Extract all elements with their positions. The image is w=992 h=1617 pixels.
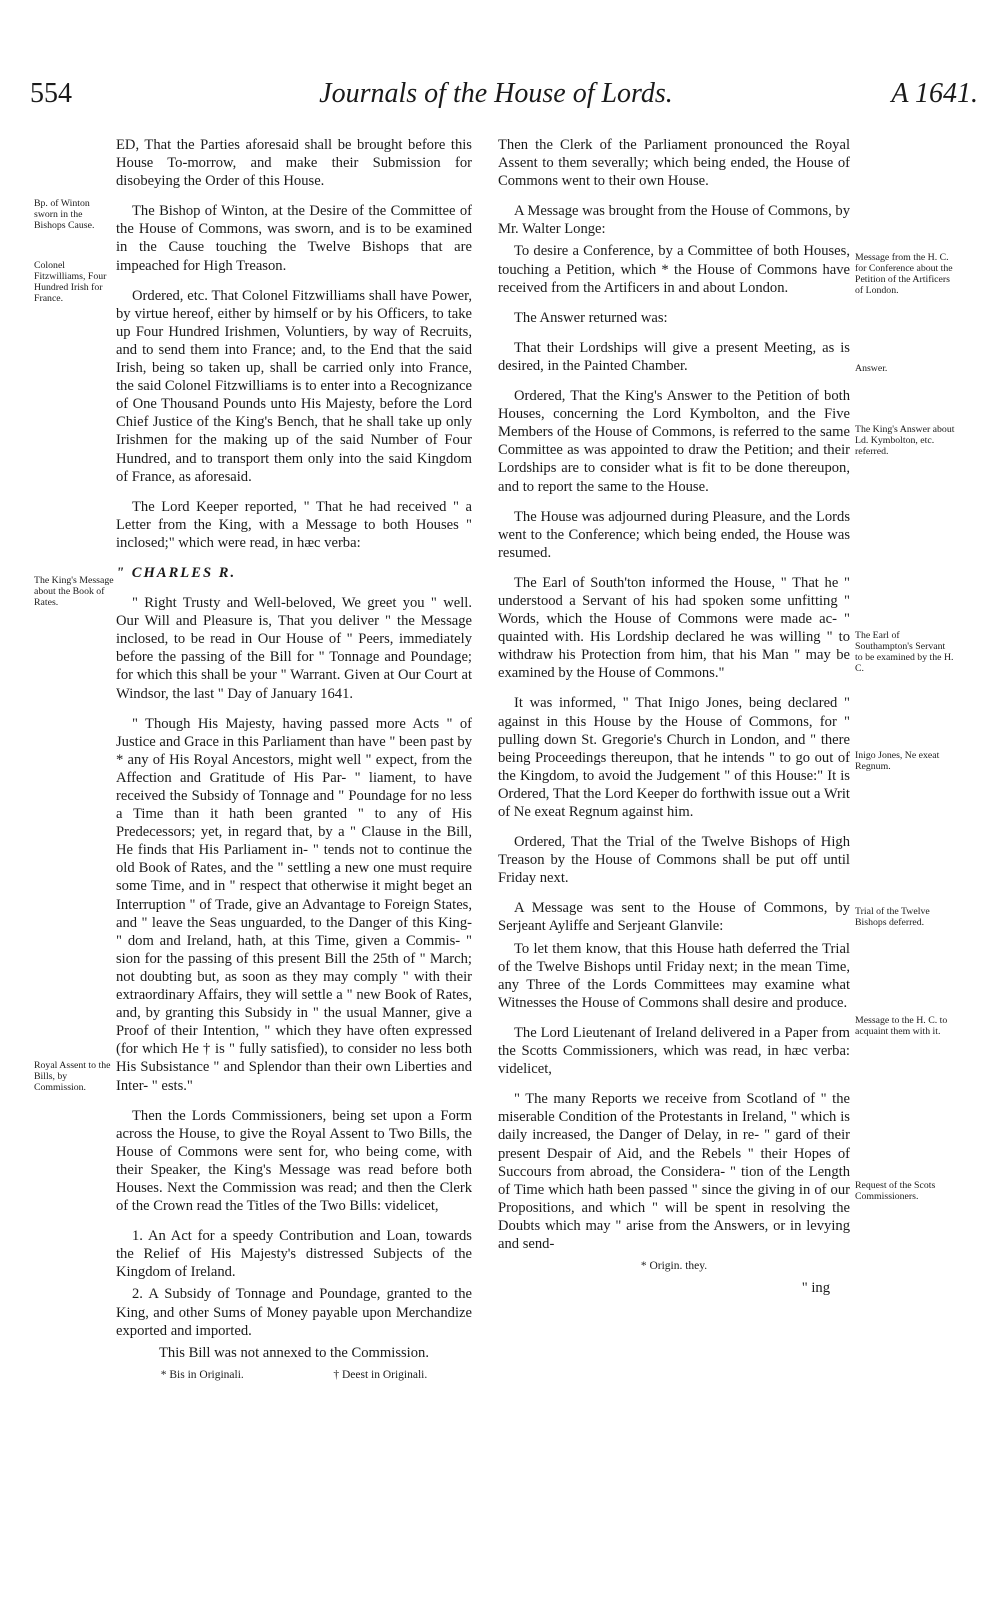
running-title: Journals of the House of Lords. [319, 78, 673, 109]
margin-note: Message from the H. C. for Conference about the Petition of the Artificers of London. [855, 252, 953, 296]
paragraph: A Message was brought from the House of Commons, by Mr. Walter Longe: [498, 203, 850, 238]
paragraph: ED, That the Parties aforesaid shall be brought before this House To-morrow, and make their Submission for disobeying the Order of this House. [116, 137, 472, 190]
paragraph: This Bill was not annexed to the Commission. [159, 1344, 429, 1361]
margin-note: Request of the Scots Commissioners. [855, 1180, 936, 1202]
footnote: † Deest in Originali. [333, 1368, 428, 1381]
catchword: " ing [801, 1280, 830, 1297]
left-column [116, 136, 472, 1384]
list-item: 2. A Subsidy of Tonnage and Poundage, granted to the King, and other Sums of Money payable upon Merchandize exported and imported. [116, 1286, 472, 1339]
margin-note: The King's Answer about Ld. Kymbolton, etc. referred. [855, 424, 955, 457]
paragraph: The Earl of South'ton informed the House, " That he " understood a Servant of his had spoken some unfitting " Words, which the House of Commons were made ac- " quainted with. His Lordship declared he was willing " to withdraw his Protection from him, that his Man " may be examined by the House of Commons." [498, 574, 850, 682]
paragraph: Ordered, etc. That Colonel Fitzwilliams shall have Power, by virtue hereof, either by himself or by his Officers, to take up Four Hundred Irishmen, Voluntiers, by way of Recruits, and to send them into France; and, to the End that the said Irish, being so taken up, shall be carried only into France, the said Colonel Fitzwilliams is to enter into a Recognizance of One Thousand Pounds unto His Majesty, before the Lord Chief Justice of the King's Bench, that he shall take up only Irishmen for the making up of the said Number of Four Hundred, and to transport them only into the said Kingdom of France, as aforesaid. [116, 287, 472, 485]
royal-signature: " CHARLES R. [116, 564, 237, 581]
paragraph: Ordered, That the King's Answer to the Petition of both Houses, concerning the Lord Kymbolton, and the Five Members of the House of Commons, is referred to the same Committee as was appointed to draw the Petition; and their Lordships are to consider what is fit to be done thereupon, and to report the same to the House. [498, 388, 850, 495]
paragraph: It was informed, " That Inigo Jones, being declared " against in this House by the House of Commons, for " pulling down St. Gregorie's Church in London, and " there being Proceedings thereupon, that he intends " to go out of the Kingdom, to avoid the Judgement " of this House:" It is Ordered, That the Lord Keeper do forthwith issue out a Writ of Ne exeat Regnum against him. [498, 695, 850, 820]
paragraph: The House was adjourned during Pleasure, and the Lords went to the Conference; which being ended, the House was resumed. [498, 508, 850, 561]
margin-note: Message to the H. C. to acquaint them with it. [855, 1015, 948, 1037]
margin-note: The King's Message about the Book of Rates. [34, 575, 114, 608]
paragraph: To desire a Conference, by a Committee of both Houses, touching a Petition, which * the House of Commons have received from the Artificers in and about London. [498, 243, 850, 296]
margin-note: Colonel Fitzwilliams, Four Hundred Irish for France. [34, 260, 107, 304]
paragraph: That their Lordships will give a present Meeting, as is desired, in the Painted Chamber. [498, 339, 850, 374]
year-heading: A 1641. [891, 78, 978, 109]
paragraph: The Lord Lieutenant of Ireland delivered in a Paper from the Scotts Commissioners, which was read, in hæc verba: videlicet, [498, 1024, 850, 1078]
paragraph: Ordered, That the Trial of the Twelve Bishops of High Treason by the House of Commons shall be put off until Friday next. [498, 834, 850, 887]
paragraph: " Though His Majesty, having passed more Acts " of Justice and Grace in this Parliament than have " been past by * any of His Royal Ancestors, might well " expect, from the Affection and Gratitude of His Par- " liament, to have received the Subsidy of Tonnage and " Poundage for no less a Time than it hath been granted " to any of His Predecessors; yet, in regard that, by a " Clause in the Bill, He finds that His Parliament in- " tends not to continue the old Book of Rates, and the " settling a new one must require some Time, and in " respect that otherwise it might beget an Interruption " of Trade, give an Advantage to Foreign States, and " leave the Seas unguarded, to the Danger of this King- " dom and Ireland, hath, at this Time, given a Commis- " sion for the passing of this present Bill the 25th of " March; not doubting but, as soon as they may comply " with their extraordinary Affairs, they will settle a " new Book of Rates, and, by granting this Subsidy in " the usual Manner, give a Proof of their Intention, " which they have often expressed (for which He † is " fully satisfied), to consider no less both His Subsistance " and Splendor than their own Liberties and Inter- " ests." [116, 715, 472, 1094]
margin-note: Answer. [855, 363, 888, 374]
margin-note: Bp. of Winton sworn in the Bishops Cause. [34, 198, 95, 231]
margin-note: Royal Assent to the Bills, by Commission. [34, 1060, 111, 1093]
page-header [0, 78, 992, 128]
footnote: * Origin. they. [640, 1260, 708, 1273]
margin-note: Trial of the Twelve Bishops deferred. [855, 906, 930, 928]
paragraph: Then the Clerk of the Parliament pronounced the Royal Assent to them severally; which being ended, the House of Commons went to their own House. [498, 137, 850, 190]
list-item: 1. An Act for a speedy Contribution and Loan, towards the Relief of His Majesty's distressed Subjects of the Kingdom of Ireland. [116, 1228, 472, 1281]
footnote: * Bis in Originali. [160, 1368, 244, 1381]
page-number: 554 [30, 78, 72, 109]
margin-note: Inigo Jones, Ne exeat Regnum. [855, 750, 940, 772]
paragraph: The Answer returned was: [514, 309, 668, 326]
right-column [498, 136, 850, 1297]
paragraph: The Lord Keeper reported, " That he had received " a Letter from the King, with a Message to both Houses " inclosed;" which were read, in hæc verba: [116, 498, 472, 551]
paragraph: To let them know, that this House hath deferred the Trial of the Twelve Bishops until Friday next; in the mean Time, any Three of the Lords Committees may examine what Witnesses the House of Commons shall desire and produce. [498, 940, 850, 1011]
paragraph: " Right Trusty and Well-beloved, We greet you " well. Our Will and Pleasure is, That you deliver " the Message inclosed, to be read in Our House of " Peers, immediately before the passing of the Bill for " Tonnage and Poundage; for which this shall be your " Warrant. Given at Our Court at Windsor, the last " Day of January 1641. [116, 595, 472, 702]
paragraph: A Message was sent to the House of Commons, by Serjeant Ayliffe and Serjeant Glanvile: [498, 900, 850, 935]
paragraph: " The many Reports we receive from Scotland of " the miserable Condition of the Protestants in Ireland, " which is daily increased, the Danger of Delay, in re- " gard of their present Despair of Aid, and the Rebels " their Hopes of Succours from abroad, the Considera- " tion of the Length of Time which hath been passed " since the giving in of our Propositions, and which " will be spent in resolving the Doubts which may " arise from the Answers, or in levying and send- [498, 1091, 850, 1252]
footnotes [116, 1366, 472, 1384]
paragraph: Then the Lords Commissioners, being set upon a Form across the House, to give the Royal Assent to Two Bills, the House of Commons were sent for, who being come, with their Speaker, the King's Message was read before both Houses. Next the Commission was read; and then the Clerk of the Crown read the Titles of the Two Bills: videlicet, [116, 1107, 472, 1215]
paragraph: The Bishop of Winton, at the Desire of the Committee of the House of Commons, was sworn, and is to be examined in the Cause touching the Twelve Bishops that are impeached for High Treason. [116, 203, 472, 274]
margin-note: The Earl of Southampton's Servant to be examined by the H. C. [855, 630, 954, 674]
